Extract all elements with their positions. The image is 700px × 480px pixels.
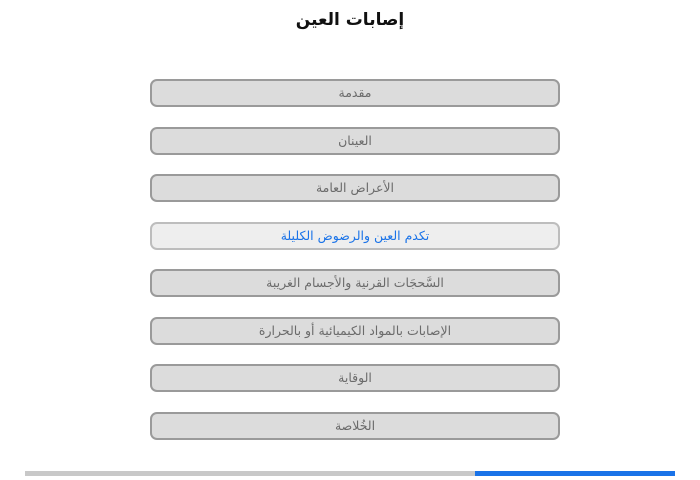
menu-item-general-symptoms[interactable]: الأعراض العامة <box>150 174 560 202</box>
menu-item-eyes[interactable]: العينان <box>150 127 560 155</box>
menu-item-chemical-thermal-injuries[interactable]: الإصابات بالمواد الكيميائية أو بالحرارة <box>150 317 560 345</box>
page-title: إصابات العين <box>295 10 405 30</box>
menu-item-introduction[interactable]: مقدمة <box>150 79 560 107</box>
progress-bar <box>25 471 675 476</box>
menu-item-summary[interactable]: الخُلاصة <box>150 412 560 440</box>
chapter-menu <box>150 79 560 459</box>
progress-bar-fill <box>475 471 675 476</box>
menu-item-prevention[interactable]: الوقاية <box>150 364 560 392</box>
menu-item-corneal-abrasions[interactable]: السَّحجَات القرنية والأجسام الغريبة <box>150 269 560 297</box>
menu-item-eye-bruising[interactable]: تكدم العين والرضوض الكليلة <box>150 222 560 250</box>
